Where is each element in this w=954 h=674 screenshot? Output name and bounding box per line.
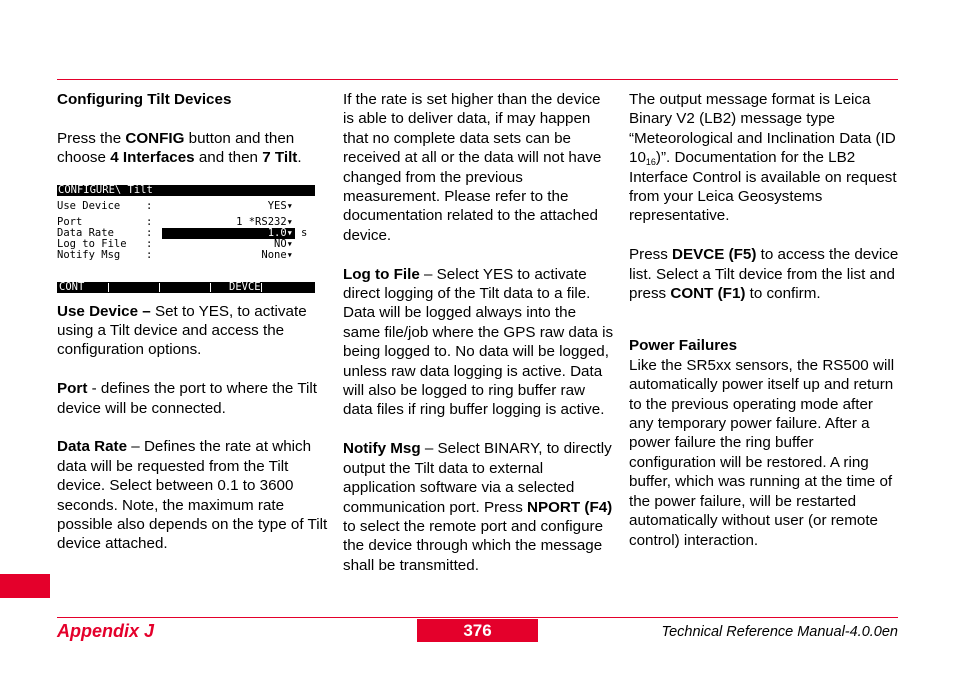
chapter-tab-marker	[0, 574, 50, 598]
fkey-f1-cont: CONT	[59, 281, 85, 293]
top-rule	[57, 79, 898, 80]
screen-colon: :	[146, 238, 153, 250]
screen-colon: :	[146, 249, 153, 261]
data-rate-paragraph: Data Rate – Defines the rate at which data will be requested from the Tilt device. Select between 0.1 to 3600 seconds. Note, the maximum rate possible also depends on the type of Tilt device attached.	[57, 438, 328, 553]
screen-label-notify-msg: Notify Msg	[57, 249, 121, 261]
screen-value-data-rate: 1.0▾	[267, 227, 293, 239]
screen-value-use-device: YES▾	[267, 200, 293, 212]
power-failures-heading: Power Failures	[629, 337, 738, 355]
fkey-f5-devce: DEVCE	[229, 281, 261, 293]
column-1	[57, 90, 329, 554]
notify-msg-paragraph: Notify Msg – Select BINARY, to directly output the Tilt data to external application software via a selected communication port. Press NPORT (F4) to select the remote port and configure the device through which the message shall be transmitted.	[343, 440, 613, 574]
log-to-file-paragraph: Log to File – Select YES to activate direct logging of the Tilt data to a file. Data will be logged always into the same file/job where the GPS raw data is being logged to. No data will be logged, unless raw data logging is active. Data will also be logged to ring buffer raw data files if ring buffer logging is active.	[343, 265, 614, 419]
column-2	[343, 90, 615, 575]
rate-note-paragraph: If the rate is set higher than the device is able to deliver data, if may happen that no complete data sets can be received at all or the data will not have changed from the previous measurement. Please refer to the documentation related to the attached device.	[343, 91, 602, 244]
screen-title: CONFIGURE\ Tilt	[57, 185, 315, 196]
intro-paragraph: Press the CONFIG button and then choose 4 Interfaces and then 7 Tilt.	[57, 129, 302, 167]
function-key-bar	[57, 282, 315, 293]
column-3	[629, 90, 901, 550]
fkey-separator	[108, 283, 109, 292]
power-failures-paragraph: Like the SR5xx sensors, the RS500 will automatically power itself up and return to the previous operating mode after any temporary power failure. After a power failure the ring buffer configuration will be restored. A ring buffer, which was running at the time of the power failure, will be restarted automatically without user (or remote control) interaction.	[629, 356, 895, 549]
appendix-label: Appendix J	[57, 621, 155, 641]
fkey-separator	[159, 283, 160, 292]
output-format-paragraph: The output message format is Leica Binary V2 (LB2) message type “Meteorological and Inclination Data (ID $10_{16}$)”. Documentation for the LB2 Interface Control is available on request from your Leica Geosystems representative.	[629, 91, 897, 225]
fkey-separator	[210, 283, 211, 292]
use-device-paragraph: Use Device – Set to YES, to activate using a Tilt device and access the configuration options.	[57, 302, 307, 359]
screen-colon: :	[146, 216, 153, 228]
page-number: 376	[417, 619, 538, 642]
screen-unit-seconds: s	[301, 227, 308, 239]
screen-label-use-device: Use Device	[57, 200, 121, 212]
screen-colon: :	[146, 200, 153, 212]
manual-title: Technical Reference Manual-4.0.0en	[661, 624, 898, 640]
screen-value-port: 1 *RS232▾	[236, 216, 293, 228]
screen-value-log-to-file: NO▾	[274, 238, 293, 250]
devce-paragraph: Press DEVCE (F5) to access the device list. Select a Tilt device from the list and press CONT (F1) to confirm.	[629, 246, 899, 303]
screen-colon: :	[146, 227, 153, 239]
screen-label-data-rate: Data Rate	[57, 227, 114, 239]
screen-label-log-to-file: Log to File	[57, 238, 127, 250]
config-screen	[57, 184, 315, 294]
section-heading: Configuring Tilt Devices	[57, 91, 232, 108]
port-paragraph: Port - defines the port to where the Tilt device will be connected.	[57, 380, 317, 417]
screen-label-port: Port	[57, 216, 83, 228]
screen-value-notify-msg: None▾	[261, 249, 293, 261]
bottom-rule	[57, 617, 898, 618]
fkey-separator	[261, 283, 262, 292]
